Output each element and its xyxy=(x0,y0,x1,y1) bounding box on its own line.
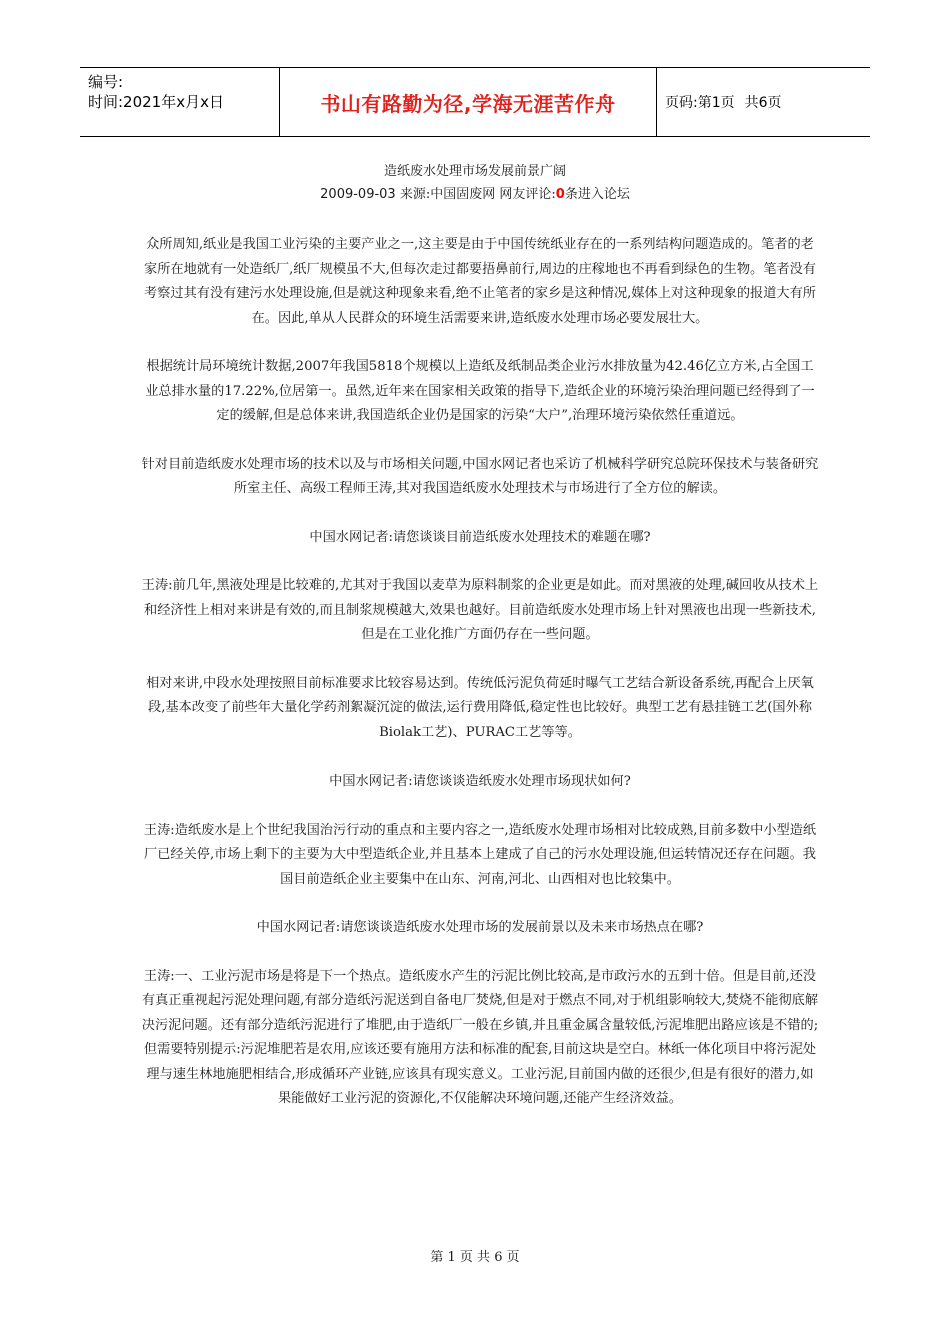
paragraph: 王涛:一、工业污泥市场是将是下一个热点。造纸废水产生的污泥比例比较高,是市政污水的五到十倍。但是目前,还没有真正重视起污泥处理问题,有部分造纸污泥送到自备电厂焚烧,但是对于燃点不同,对于机组影响较大,焚烧不能彻底解决污泥问题。还有部分造纸污泥进行了堆肥,由于造纸厂一般在乡镇,并且重金属含量较低,污泥堆肥出路应该是不错的;但需要特别提示:污泥堆肥若是农用,应该还要有施用方法和标准的配套,目前这块是空白。林纸一体化项目中将污泥处理与速生林地施肥相结合,形成循环产业链,应该具有现实意义。工业污泥,目前国内做的还很少,但是有很好的潜力,如果能做好工业污泥的资源化,不仅能解决环境问题,还能产生经济效益。 xyxy=(141,968,819,1106)
page-footer: 第 1 页 共 6 页 xyxy=(430,1250,520,1265)
page-number-cell xyxy=(657,68,870,136)
paragraph: 根据统计局环境统计数据,2007年我国5818个规模以上造纸及纸制品类企业污水排放量为42.46亿立方米,占全国工业总排水量的17.22%,位居第一。虽然,近年来在国家相关政策的指导下,造纸企业的环境污染治理问题已经得到了一定的缓解,但是总体来讲,我国造纸企业仍是国家的污染“大户”,治理环境污染依然任重道远。 xyxy=(145,359,815,423)
paragraph: 相对来讲,中段水处理按照目前标准要求比较容易达到。传统低污泥负荷延时曝气工艺结合新设备系统,再配合上厌氧段,基本改变了前些年大量化学药剂絮凝沉淀的做法,运行费用降低,稳定性也比较好。典型工艺有悬挂链工艺(国外称Biolak工艺)、PURAC工艺等等。 xyxy=(146,675,814,740)
article-body xyxy=(140,233,820,1136)
paragraph: 针对目前造纸废水处理市场的技术以及与市场相关问题,中国水网记者也采访了机械科学研究总院环保技术与装备研究所室主任、高级工程师王涛,其对我国造纸废水处理技术与市场进行了全方位的解读。 xyxy=(141,456,819,496)
article-source: 来源:中国固废网 网友评论: xyxy=(399,187,556,202)
paragraph: 王涛:前几年,黑液处理是比较难的,尤其对于我国以麦草为原料制浆的企业更是如此。而对黑液的处理,碱回收从技术上和经济性上相对来讲是有效的,而且制浆规模越大,效果也越好。目前造纸废水处理市场上针对黑液也出现一些新技术,但是在工业化推广方面仍存在一些问题。 xyxy=(141,578,819,642)
interview-question: 中国水网记者:请您谈谈造纸废水处理市场的发展前景以及未来市场热点在哪? xyxy=(256,920,704,935)
paragraph: 众所周知,纸业是我国工业污染的主要产业之一,这主要是由于中国传统纸业存在的一系列结构问题造成的。笔者的老家所在地就有一处造纸厂,纸厂规模虽不大,但每次走过都要捂鼻前行,周边的庄稼地也不再看到绿色的生物。笔者没有考察过其有没有建污水处理设施,但是就这种现象来看,绝不止笔者的家乡是这种情况,媒体上对这种现象的报道大有所在。因此,单从人民群众的环境生活需要来讲,造纸废水处理市场必要发展壮大。 xyxy=(144,237,816,326)
comment-count-link[interactable]: 0 xyxy=(555,187,565,202)
total-label: 共6页 xyxy=(744,95,782,111)
time-label: 时间:2021年x月x日 xyxy=(88,93,224,111)
interview-question: 中国水网记者:请您谈谈造纸废水处理市场现状如何? xyxy=(329,774,631,789)
header-info-cell xyxy=(80,68,280,136)
forum-link[interactable]: 条进入论坛 xyxy=(564,187,630,202)
motto: 书山有路勤为径,学海无涯苦作舟 xyxy=(280,68,657,136)
page-header xyxy=(80,67,870,137)
article-title: 造纸废水处理市场发展前景广阔 xyxy=(383,164,566,179)
paragraph: 王涛:造纸废水是上个世纪我国治污行动的重点和主要内容之一,造纸废水处理市场相对比较成熟,目前多数中小型造纸厂已经关停,市场上剩下的主要为大中型造纸企业,并且基本上建成了自己的污水处理设施,但运转情况还存在问题。我国目前造纸企业主要集中在山东、河南,河北、山西相对也比较集中。 xyxy=(143,822,817,887)
page-label: 页码:第1页 xyxy=(665,95,735,111)
number-label: 编号: xyxy=(88,73,124,91)
article-date: 2009-09-03 xyxy=(320,187,396,202)
article-meta xyxy=(0,185,950,205)
interview-question: 中国水网记者:请您谈谈目前造纸废水处理技术的难题在哪? xyxy=(309,529,651,545)
